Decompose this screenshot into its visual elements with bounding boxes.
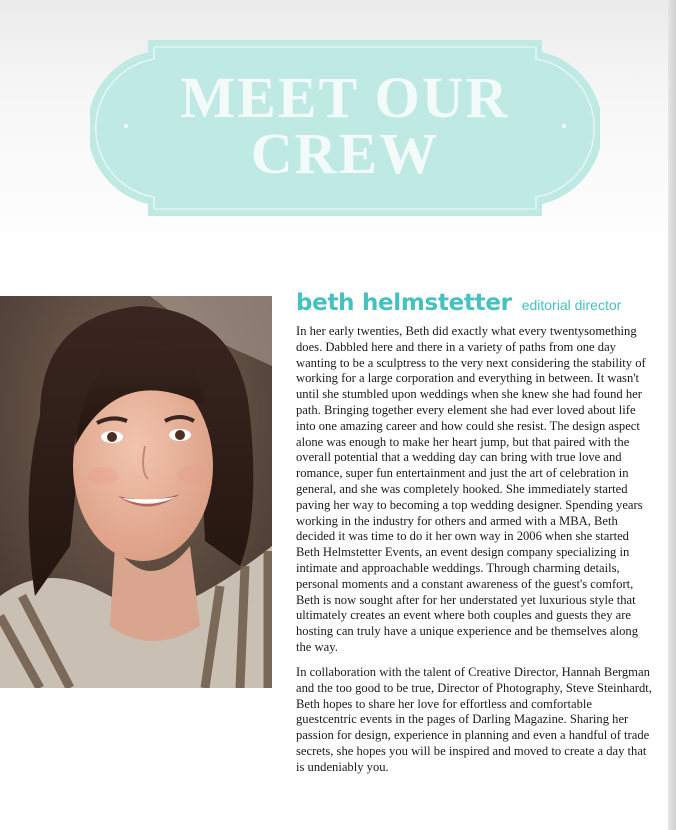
page-edge [668, 0, 676, 830]
title-line-1: MEET OUR [180, 65, 510, 130]
profile-heading [296, 290, 656, 316]
bio-paragraph-1: In her early twenties, Beth did exactly what every twentysomething does. Dabbled here and there in a variety of paths from one day wanting to be a sculptress to the very next considering the stability of working for a large corporation and everything in between. It wasn't until she stumbled upon weddings when she knew she had found her path. Bringing together every element she had ever loved about life into one amazing career and how could she resist. The design aspect alone was enough to make her heart jump, but that paired with the overall potential that a wedding day can bring with true love and romance, super fun entertainment and just the art of celebration in general, and she was completely hooked. She immediately started paving her way to becoming a top wedding designer. Spending years working in the industry for others and armed with a MBA, Beth decided it was time to do it her own way in 2006 when she started Beth Helmstetter Events, an event design company specializing in intimate and approachable weddings. Through charming details, personal moments and a constant awareness of the guest's comfort, Beth is now sought after for her understated yet luxurious style that ultimately creates an event where both couples and guests they are hosting can truly have a unique experience and be themselves along the way. [296, 324, 646, 654]
page-title [90, 65, 600, 186]
person-role: editorial director [521, 297, 622, 313]
profile-photo [0, 296, 272, 688]
bio-paragraph-2: In collaboration with the talent of Creative Director, Hannah Bergman and the too good to be true, Director of Photography, Steve Steinhardt, Beth hopes to share her love for effortless and comfortable guestcentric events in the pages of Darling Magazine. Sharing her passion for design, experience in planning and even a handful of trade secrets, she hopes you will be inspired and moved to create a day that is undeniably you. [296, 665, 652, 774]
title-line-2: CREW [250, 121, 440, 186]
header-badge [90, 40, 600, 216]
person-name: beth helmstetter [296, 290, 512, 316]
